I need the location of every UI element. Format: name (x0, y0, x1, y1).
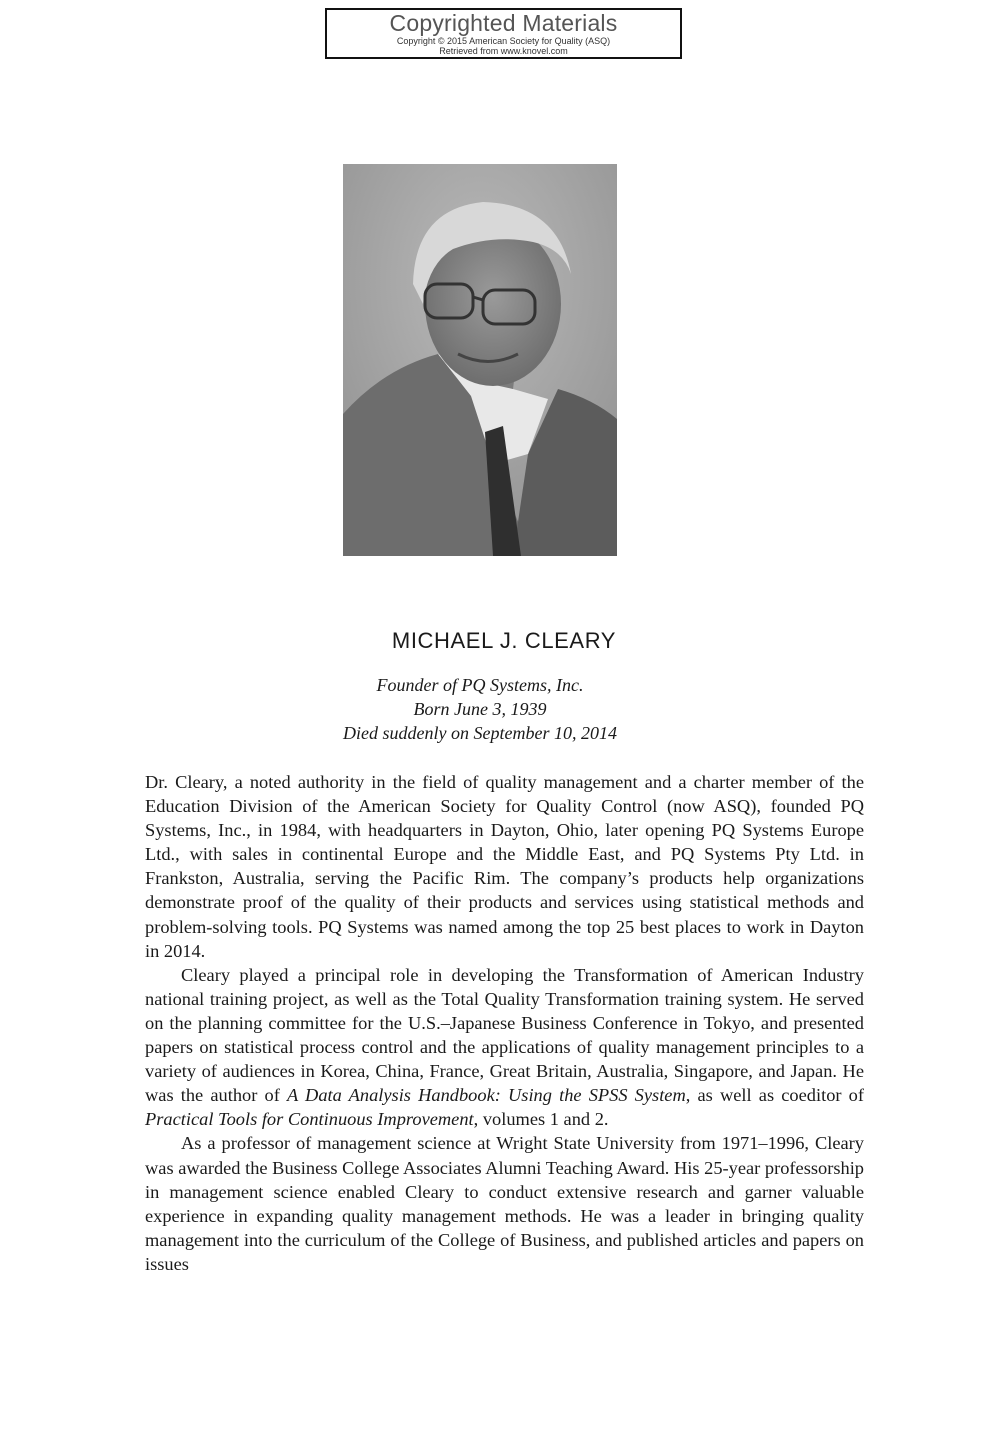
person-name: MICHAEL J. CLEARY (391, 628, 617, 653)
paragraph-1: Dr. Cleary, a noted authority in the field of quality management and a charter member of the Education Division of the American Society for Quality Control (now ASQ), founded PQ Systems, Inc., in 1984, with headquarters in Dayton, Ohio, later opening PQ Systems Europe Ltd., with sales in continental Europe and the Middle East, and PQ Systems Pty Ltd. in Frankston, Australia, serving the Pacific Rim. The company’s products help organizations demonstrate proof of the quality of their products and services using statistical methods and problem-solving tools. PQ Systems was named among the top 25 best places to work in Dayton in 2014. (145, 772, 864, 961)
portrait-illustration (343, 164, 617, 556)
paragraph-3: As a professor of management science at Wright State University from 1971–1996, Cleary was awarded the Business College Associates Alumni Teaching Award. His 25-year professorship in management science enabled Cleary to conduct extensive research and garner valuable experience in expanding quality management methods. He was a leader in bringing quality management into the curriculum of the College of Business, and published articles and papers on issues (145, 1133, 864, 1274)
died-line: Died suddenly on September 10, 2014 (343, 723, 617, 743)
book-title-data-analysis: A Data Analysis Handbook: Using the SPSS System (286, 1085, 686, 1106)
biographical-details (0, 673, 960, 745)
copyright-stamp (325, 8, 682, 59)
stamp-copyright-line: Copyright © 2015 American Society for Quality (ASQ) (396, 36, 611, 46)
book-title-practical-tools: Practical Tools for Continuous Improvement (145, 1109, 474, 1130)
paragraph-2 (145, 963, 864, 1132)
paragraph-2-text-c: , volumes 1 and 2. (473, 1109, 609, 1130)
paragraph-2-text-a: Cleary played a principal role in developing the Transformation of American Industry national training project, as well as the Total Quality Transformation training system. He served on the planning committee for the U.S.–Japanese Business Conference in Tokyo, and presented papers on statistical process control and the applications of quality management principles to a variety of audiences in Korea, China, France, Great Britain, Australia, Singapore, and Japan. He was the author of (145, 964, 864, 1106)
role-line: Founder of PQ Systems, Inc. (376, 675, 584, 695)
biography-text (145, 770, 864, 1276)
stamp-source-line: Retrieved from www.knovel.com (439, 46, 568, 56)
stamp-title: Copyrighted Materials (389, 10, 618, 36)
paragraph-2-text-b: , as well as coeditor of (685, 1085, 865, 1106)
born-line: Born June 3, 1939 (413, 699, 547, 719)
portrait-photo (343, 164, 617, 556)
